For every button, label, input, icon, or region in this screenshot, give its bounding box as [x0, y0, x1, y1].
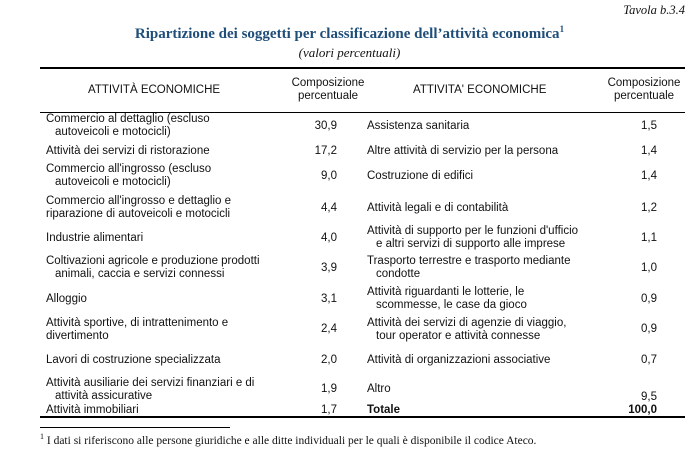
left-row-1-label — [46, 113, 284, 138]
left-row-4-line1: Commercio all'ingrosso e dettaglio e — [46, 195, 232, 207]
right-row-1-label: Assistenza sanitaria — [367, 120, 470, 132]
left-row-8-label — [46, 317, 284, 342]
header-right-composition — [598, 77, 690, 103]
left-row-10-value: 1,9 — [321, 383, 337, 395]
right-row-2-label: Altre attività di servizio per la persona — [367, 145, 559, 157]
title-text: Ripartizione dei soggetti per classificazione dell’attività economica — [134, 26, 560, 42]
header-left-composition — [280, 77, 376, 103]
left-row-3-label — [46, 163, 284, 188]
right-row-3-value: 1,4 — [641, 170, 657, 182]
total-label: Totale — [367, 404, 401, 416]
left-row-9-label: Lavori di costruzione specializzata — [46, 354, 221, 366]
header-right-comp-line1: Composizione — [607, 77, 681, 89]
right-row-5-line2: e altri servizi di supporto alle imprese — [376, 237, 566, 250]
left-row-4-label — [46, 195, 284, 220]
left-row-6-line2: animali, caccia e servizi connessi — [55, 267, 225, 280]
left-row-6-value: 3,9 — [321, 262, 337, 274]
right-row-8-value: 0,9 — [641, 323, 657, 335]
left-row-4-value: 4,4 — [321, 202, 337, 214]
left-row-9-value: 2,0 — [321, 354, 337, 366]
footnote — [40, 432, 537, 447]
left-row-8-line2: divertimento — [46, 329, 109, 342]
right-row-1-value: 1,5 — [641, 120, 657, 132]
right-row-6-value: 1,0 — [641, 262, 657, 274]
right-row-8-line1: Attività dei servizi di agenzie di viaggio, — [367, 317, 567, 329]
left-row-1-line1: Commercio al dettaglio (escluso — [46, 113, 210, 125]
right-row-9-label: Attività di organizzazioni associative — [367, 354, 551, 366]
right-row-4-label: Attività legali e di contabilità — [367, 202, 509, 214]
right-row-7-line1: Attività riguardanti le lotterie, le — [367, 286, 525, 298]
right-row-8-line2: tour operator e attività connesse — [376, 329, 541, 342]
left-row-5-value: 4,0 — [321, 232, 337, 244]
right-row-7-line2: scommesse, le case da gioco — [376, 298, 527, 311]
header-left-comp-line1: Composizione — [291, 77, 365, 89]
left-row-8-value: 2,4 — [321, 323, 337, 335]
right-row-10-label: Altro — [367, 383, 391, 395]
left-row-7-value: 3,1 — [321, 293, 337, 305]
left-row-10-line2: attività assicurative — [55, 389, 153, 402]
right-row-6-line2: condotte — [376, 267, 421, 280]
table-top-rule — [40, 67, 685, 69]
left-row-10-line1: Attività ausiliarie dei servizi finanziari e di — [46, 377, 255, 389]
right-row-5-line1: Attività di supporto per le funzioni d'ufficio — [367, 225, 579, 237]
footnote-text: I dati si riferiscono alle persone giuridiche e alle ditte individuali per le quali è disponibile il codice Ateco. — [46, 435, 537, 447]
left-row-4-line2: riparazione di autoveicoli e motocicli — [46, 207, 231, 220]
header-right-comp-line2: percentuale — [613, 90, 675, 102]
right-row-6-line1: Trasporto terrestre e trasporto mediante — [367, 255, 571, 267]
header-left-comp-line2: percentuale — [297, 90, 359, 102]
right-row-7-label — [367, 286, 617, 311]
left-row-3-line2: autoveicoli e motocicli) — [55, 175, 171, 188]
left-row-11-value: 1,7 — [321, 404, 337, 416]
left-row-10-label — [46, 377, 284, 402]
footnote-separator — [40, 427, 230, 428]
right-row-2-value: 1,4 — [641, 145, 657, 157]
table-number: Tavola b.3.4 — [623, 3, 685, 17]
right-row-5-value: 1,1 — [641, 232, 657, 244]
right-row-4-value: 1,2 — [641, 202, 657, 214]
page-title — [0, 26, 699, 43]
left-row-11-label: Attività immobiliari — [46, 404, 139, 416]
table-bottom-rule — [40, 416, 685, 418]
left-row-2-value: 17,2 — [314, 145, 337, 157]
title-footnote-mark: 1 — [559, 24, 565, 34]
left-row-6-line1: Coltivazioni agricole e produzione prodotti — [46, 255, 260, 267]
right-row-8-label — [367, 317, 617, 342]
footnote-mark: 1 — [40, 432, 44, 442]
right-row-3-label: Costruzione di edifici — [367, 170, 474, 182]
right-row-6-label — [367, 255, 617, 280]
right-row-10-value: 9,5 — [641, 391, 657, 403]
page-subtitle: (valori percentuali) — [298, 45, 401, 60]
right-row-9-value: 0,7 — [641, 354, 657, 366]
left-row-5-label: Industrie alimentari — [46, 232, 144, 244]
total-value: 100,0 — [628, 404, 657, 416]
header-right-activity: ATTIVITA' ECONOMICHE — [413, 84, 547, 96]
left-row-6-label — [46, 255, 284, 280]
left-row-1-line2: autoveicoli e motocicli) — [55, 125, 171, 138]
right-row-5-label — [367, 225, 617, 250]
right-row-7-value: 0,9 — [641, 293, 657, 305]
left-row-7-label: Alloggio — [46, 293, 87, 305]
left-row-3-value: 9,0 — [321, 170, 337, 182]
left-row-1-value: 30,9 — [314, 120, 337, 132]
left-row-8-line1: Attività sportive, di intrattenimento e — [46, 317, 229, 329]
header-left-activity: ATTIVITÀ ECONOMICHE — [88, 84, 221, 96]
left-row-2-label: Attività dei servizi di ristorazione — [46, 145, 210, 157]
left-row-3-line1: Commercio all'ingrosso (escluso — [46, 163, 212, 175]
